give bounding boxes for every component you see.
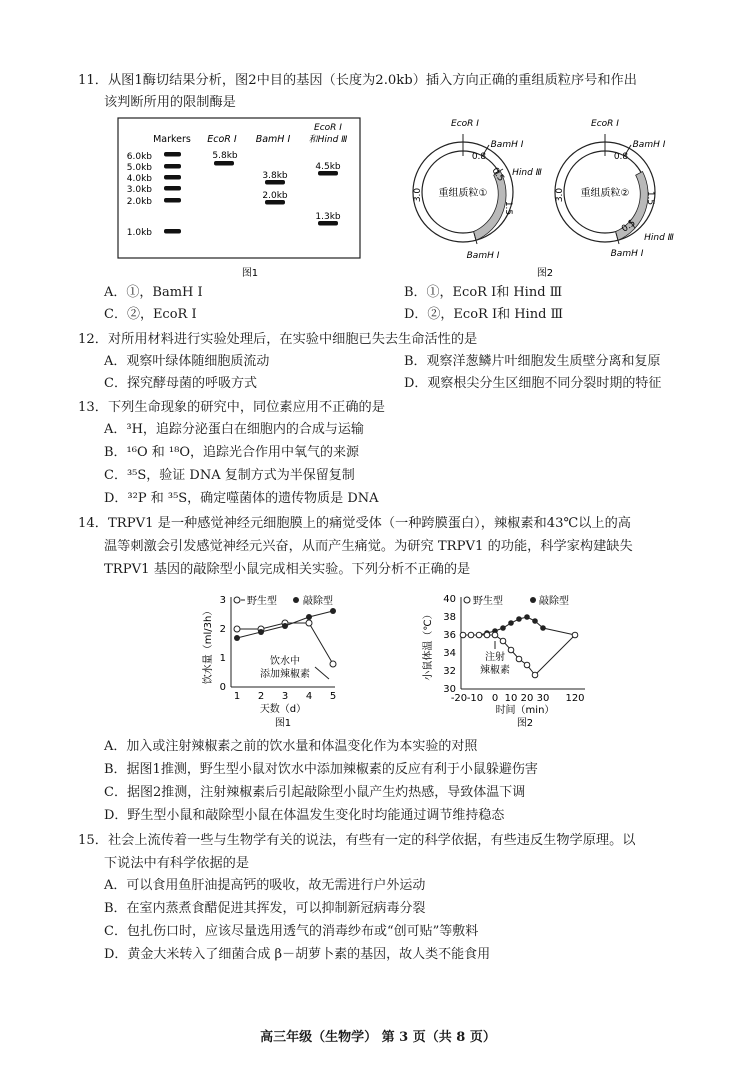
fig2-ytick-34: 34 [443, 648, 456, 659]
q14-stem-line3: TRPV1 基因的敲除型小鼠完成相关实验。下列分析不正确的是 [104, 562, 471, 577]
fig1-ytick-2: 2 [219, 624, 226, 635]
fig1-xtick-5: 5 [329, 691, 337, 702]
fig1-xtick-2: 2 [257, 691, 265, 702]
plasmid-2 [555, 119, 674, 259]
plasmid-2-bam-bottom-label: BamH Ⅰ [610, 249, 644, 259]
fig2-xtick-30: 30 [536, 693, 550, 704]
marker-label-1: 1.0kb [126, 228, 152, 238]
q15-option-b: B．在室内蒸煮食醋促进其挥发，可以抑制新冠病毒分裂 [104, 901, 426, 916]
q15-option-a: A．可以食用鱼肝油提高钙的吸收，故无需进行户外运动 [104, 878, 426, 893]
fig1-ylabel: 饮水量（ml/3h） [203, 605, 214, 685]
plasmid-1-eco-label: EcoR Ⅰ [451, 119, 479, 129]
plasmid-1 [413, 119, 542, 261]
q14-option-c: C．据图2推测，注射辣椒素后引起敲除型小鼠产生灼热感，导致体温下调 [104, 785, 526, 800]
fig2-annotation-1: 注射 [485, 652, 505, 663]
q11-gel-figure [110, 112, 370, 287]
fig2-xtick-0: 0 [491, 693, 499, 704]
plasmid-2-seg-15: 1.5 [645, 190, 655, 206]
fig2-xtick-10: 10 [504, 693, 518, 704]
gel-caption: 图1 [241, 268, 259, 279]
q11-plasmid-figure [395, 112, 685, 282]
both-band-label-2: 1.3kb [315, 212, 341, 222]
page-footer: 高三年级（生物学） 第 3 页（共 8 页） [260, 1030, 496, 1045]
q14-fig2-chart [415, 585, 595, 735]
gel-col-both-2: 和Hind Ⅲ [308, 135, 348, 145]
marker-band-6 [164, 152, 181, 157]
fig1-legend-wild: 野生型 [247, 596, 277, 607]
bam-band-label-2: 2.0kb [262, 191, 288, 201]
fig2-xtick-120: 120 [565, 693, 585, 704]
fig2-annotation-2: 辣椒素 [480, 665, 510, 676]
marker-label-4: 4.0kb [126, 174, 152, 184]
q15-stem-line2: 下说法中有科学依据的是 [104, 856, 250, 871]
fig2-ylabel: 小鼠体温（℃） [423, 609, 434, 681]
plasmid-2-eco-label: EcoR Ⅰ [591, 119, 619, 129]
plasmid-1-bam-bottom-label: BamH Ⅰ [466, 251, 500, 261]
q11-option-d: D．②，EcoR Ⅰ和 Hind Ⅲ [404, 307, 564, 322]
gel-col-markers: Markers [153, 134, 191, 145]
q13-option-c: C．³⁵S，验证 DNA 复制方式为半保留复制 [104, 468, 355, 483]
q13-stem: 13．下列生命现象的研究中，同位素应用不正确的是 [78, 400, 385, 415]
q11-option-a: A．①，BamH Ⅰ [104, 285, 203, 300]
fig2-legend-ko: 敲除型 [539, 596, 569, 607]
q15-stem-line1: 15．社会上流传着一些与生物学有关的说法，有些有一定的科学依据，有些违反生物学原理。以 [78, 833, 636, 848]
fig1-xlabel: 天数（d） [259, 704, 307, 715]
fig2-caption: 图2 [516, 718, 534, 729]
bam-band-label-1: 3.8kb [262, 171, 288, 181]
gel-col-both-1: EcoR Ⅰ [314, 123, 342, 133]
q14-option-a: A．加入或注射辣椒素之前的饮水量和体温变化作为本实验的对照 [104, 739, 478, 754]
q11-option-b: B．①，EcoR Ⅰ和 Hind Ⅲ [404, 285, 563, 300]
q13-option-b: B．¹⁶O 和 ¹⁸O，追踪光合作用中氧气的来源 [104, 445, 359, 460]
fig1-annotation-2: 添加辣椒素 [260, 669, 310, 680]
fig1-caption: 图1 [274, 718, 292, 729]
plasmid-1-seg-15: 1.5 [503, 200, 513, 216]
q14-option-d: D．野生型小鼠和敲除型小鼠在体温发生变化时均能通过调节维持稳态 [104, 808, 505, 823]
fig2-xlabel: 时间（min） [495, 705, 555, 716]
q11-stem-line1: 11．从图1酶切结果分析，图2中目的基因（长度为2.0kb）插入方向正确的重组质粒序号和作出 [78, 73, 637, 88]
marker-band-3 [164, 186, 181, 191]
q12-option-a: A．观察叶绿体随细胞质流动 [104, 354, 270, 369]
plasmid-1-seg-30: 3.0 [413, 187, 423, 203]
q14-stem-line2: 温等刺激会引发感觉神经元兴奋，从而产生痛觉。为研究 TRPV1 的功能，科学家构建缺失 [104, 539, 633, 554]
q14-option-b: B．据图1推测，野生型小鼠对饮水中添加辣椒素的反应有利于小鼠躲避伤害 [104, 762, 538, 777]
q11-stem-line2: 该判断所用的限制酶是 [104, 95, 236, 110]
fig2-legend-wild: 野生型 [473, 596, 503, 607]
fig1-xtick-3: 3 [281, 691, 289, 702]
q14-stem-line1: 14．TRPV1 是一种感觉神经元细胞膜上的痛觉受体（一种跨膜蛋白），辣椒素和43℃以上的高 [78, 516, 631, 531]
fig1-ytick-3: 3 [219, 595, 226, 606]
plasmid-2-seg-08: 0.8 [613, 152, 629, 162]
marker-band-4 [164, 175, 181, 180]
plasmid-2-label: 重组质粒② [580, 188, 630, 199]
eco-band-label: 5.8kb [212, 151, 238, 161]
q12-option-c: C．探究酵母菌的呼吸方式 [104, 376, 257, 391]
fig1-legend-ko: 敲除型 [303, 596, 333, 607]
fig2-ytick-40: 40 [443, 594, 456, 605]
fig2-ytick-30: 30 [443, 684, 456, 695]
fig2-ytick-38: 38 [443, 612, 456, 623]
marker-label-5: 5.0kb [126, 163, 152, 173]
q15-option-d: D．黄金大米转入了细菌合成 β－胡萝卜素的基因，故人类不能食用 [104, 947, 491, 962]
marker-label-6: 6.0kb [126, 152, 152, 162]
q14-fig1-chart [195, 585, 355, 735]
gel-col-bam: BamH Ⅰ [255, 134, 291, 145]
marker-label-2: 2.0kb [126, 197, 152, 207]
both-band-label-1: 4.5kb [315, 162, 341, 172]
eco-band [214, 161, 234, 166]
fig1-annotation-1: 饮水中 [270, 656, 300, 667]
plasmid-2-seg-30: 3.0 [555, 187, 565, 203]
plasmid-1-seg-08: 0.8 [471, 152, 487, 162]
gel-col-eco: EcoR Ⅰ [207, 134, 237, 145]
q13-option-d: D．³²P 和 ³⁵S，确定噬菌体的遗传物质是 DNA [104, 491, 379, 506]
plasmid-1-seg-05: 0.5 [489, 166, 506, 184]
fig1-xtick-4: 4 [305, 691, 313, 702]
plasmid-caption: 图2 [536, 268, 554, 279]
plasmid-1-label: 重组质粒① [438, 188, 488, 199]
fig2-xtick-20: 20 [520, 693, 534, 704]
q11-option-c: C．②，EcoR Ⅰ [104, 307, 197, 322]
q15-option-c: C．包扎伤口时，应该尽量选用透气的消毒纱布或“创可贴”等敷料 [104, 924, 479, 939]
fig1-xtick-1: 1 [233, 691, 241, 702]
fig2-ytick-32: 32 [443, 666, 456, 677]
plasmid-2-bam-top-label: BamH Ⅰ [632, 140, 666, 150]
marker-band-5 [164, 164, 181, 169]
q12-option-b: B．观察洋葱鳞片叶细胞发生质壁分离和复原 [404, 354, 661, 369]
plasmid-1-hind-label: Hind Ⅲ [512, 168, 542, 178]
fig2-ytick-36: 36 [443, 630, 456, 641]
plasmid-1-bam-top-label: BamH Ⅰ [490, 140, 524, 150]
plasmid-1-gene-segment [474, 172, 506, 241]
q12-stem: 12．对所用材料进行实验处理后，在实验中细胞已失去生命活性的是 [78, 332, 478, 347]
fig1-ytick-0: 0 [219, 682, 226, 693]
marker-label-3: 3.0kb [126, 185, 152, 195]
plasmid-2-hind-label: Hind Ⅲ [644, 233, 674, 243]
marker-band-1 [164, 229, 181, 234]
fig1-ytick-1: 1 [219, 653, 226, 664]
q13-option-a: A．³H，追踪分泌蛋白在细胞内的合成与运输 [104, 422, 364, 437]
fig2-xtick-neg20: -20 [450, 693, 468, 704]
fig2-xtick-neg10: -10 [466, 693, 484, 704]
plasmid-2-seg-05: 0.5 [620, 218, 638, 235]
q12-option-d: D．观察根尖分生区细胞不同分裂时期的特征 [404, 376, 662, 391]
marker-band-2 [164, 198, 181, 203]
